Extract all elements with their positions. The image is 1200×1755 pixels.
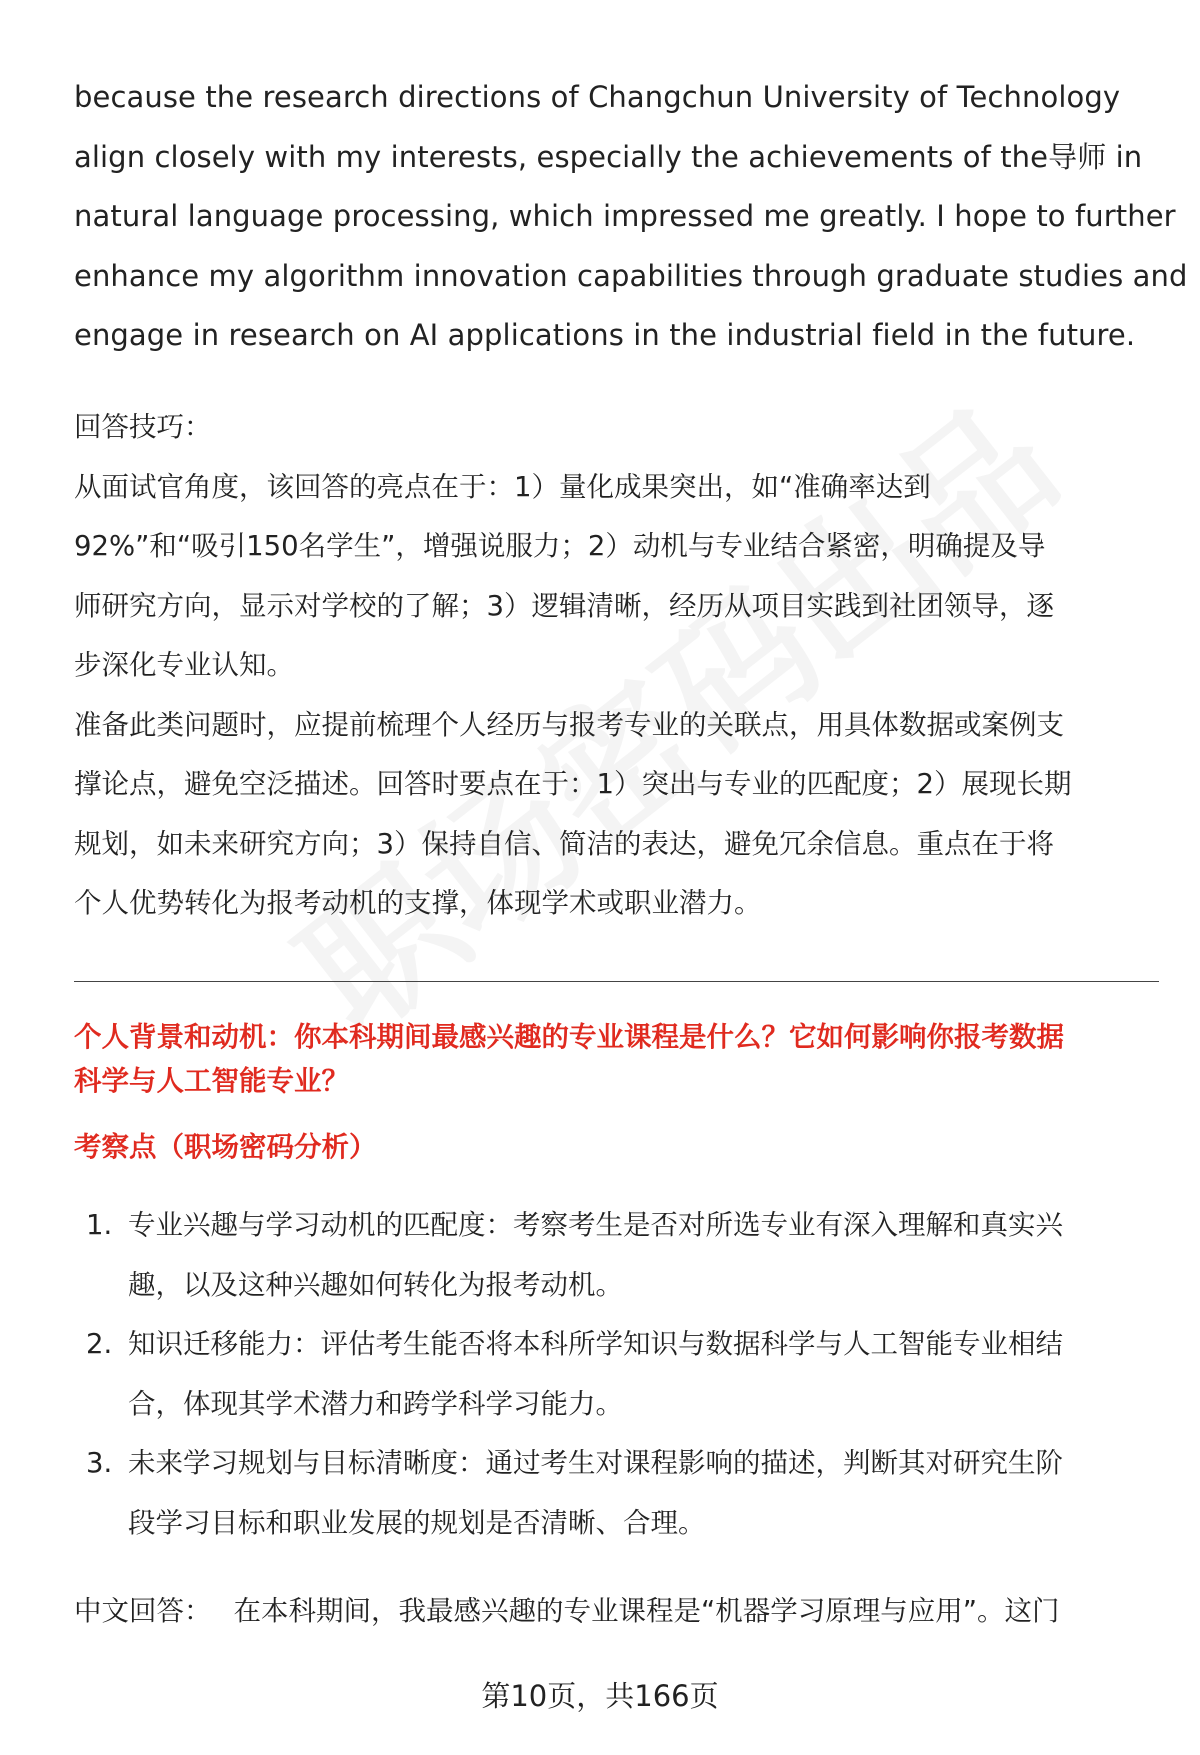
english-line: enhance my algorithm innovation capabilities through graduate studies and bbox=[74, 258, 1188, 293]
list-item-number: 1. bbox=[86, 1209, 113, 1241]
tips-line: 步深化专业认知。 bbox=[74, 649, 294, 681]
question-line: 科学与人工智能专业？ bbox=[74, 1065, 349, 1097]
list-item-line: 合，体现其学术潜力和跨学科学习能力。 bbox=[128, 1387, 623, 1420]
list-item bbox=[74, 1315, 1159, 1434]
tips-line: 92%”和“吸引150名学生”，增强说服力；2）动机与专业结合紧密，明确提及导 bbox=[74, 530, 1046, 562]
list-item-line: 未来学习规划与目标清晰度：通过考生对课程影响的描述，判断其对研究生阶 bbox=[128, 1447, 1063, 1479]
tips-line: 个人优势转化为报考动机的支撑，体现学术或职业潜力。 bbox=[74, 887, 762, 919]
list-item bbox=[74, 1196, 1159, 1315]
list-item-number: 3. bbox=[86, 1447, 113, 1479]
chinese-answer bbox=[74, 1582, 1060, 1642]
tips-heading: 回答技巧： bbox=[74, 411, 212, 443]
list-item-line: 知识迁移能力：评估考生能否将本科所学知识与数据科学与人工智能专业相结 bbox=[128, 1328, 1063, 1360]
english-line: engage in research on AI applications in the industrial field in the future. bbox=[74, 318, 1136, 352]
question-line: 个人背景和动机：你本科期间最感兴趣的专业课程是什么？它如何影响你报考数据 bbox=[74, 1021, 1064, 1053]
tips-line: 从面试官角度，该回答的亮点在于：1）量化成果突出，如“准确率达到 bbox=[74, 470, 931, 503]
english-line: natural language processing, which impressed me greatly. I hope to further bbox=[74, 199, 1176, 233]
page-number-footer: 第10页，共166页 bbox=[481, 1679, 719, 1713]
english-line: align closely with my interests, especially the achievements of the导师 in bbox=[74, 139, 1143, 174]
english-paragraph bbox=[74, 68, 1188, 366]
section-divider bbox=[74, 981, 1159, 982]
list-item-line: 专业兴趣与学习动机的匹配度：考察考生是否对所选专业有深入理解和真实兴 bbox=[128, 1209, 1063, 1241]
question-heading bbox=[74, 1015, 1159, 1103]
chinese-answer-text: 在本科期间，我最感兴趣的专业课程是“机器学习原理与应用”。这门 bbox=[233, 1595, 1060, 1627]
document-page bbox=[74, 0, 1188, 1755]
tips-line: 撑论点，避免空泛描述。回答时要点在于：1）突出与专业的匹配度；2）展现长期 bbox=[74, 768, 1072, 800]
exam-points-title: 考察点（职场密码分析） bbox=[74, 1131, 377, 1163]
english-line: because the research directions of Changchun University of Technology bbox=[74, 80, 1121, 114]
exam-points-list bbox=[74, 1196, 1159, 1553]
tips-line: 师研究方向，显示对学校的了解；3）逻辑清晰，经历从项目实践到社团领导，逐 bbox=[74, 589, 1054, 622]
answer-tips-section bbox=[74, 398, 1159, 934]
list-item-number: 2. bbox=[86, 1328, 113, 1360]
chinese-answer-label: 中文回答： bbox=[74, 1595, 212, 1627]
tips-line: 规划，如未来研究方向；3）保持自信、简洁的表达，避免冗余信息。重点在于将 bbox=[74, 827, 1054, 860]
list-item-line: 趣，以及这种兴趣如何转化为报考动机。 bbox=[128, 1268, 623, 1301]
list-item bbox=[74, 1434, 1159, 1553]
list-item-line: 段学习目标和职业发展的规划是否清晰、合理。 bbox=[128, 1506, 706, 1539]
tips-line: 准备此类问题时，应提前梳理个人经历与报考专业的关联点，用具体数据或案例支 bbox=[74, 708, 1064, 741]
